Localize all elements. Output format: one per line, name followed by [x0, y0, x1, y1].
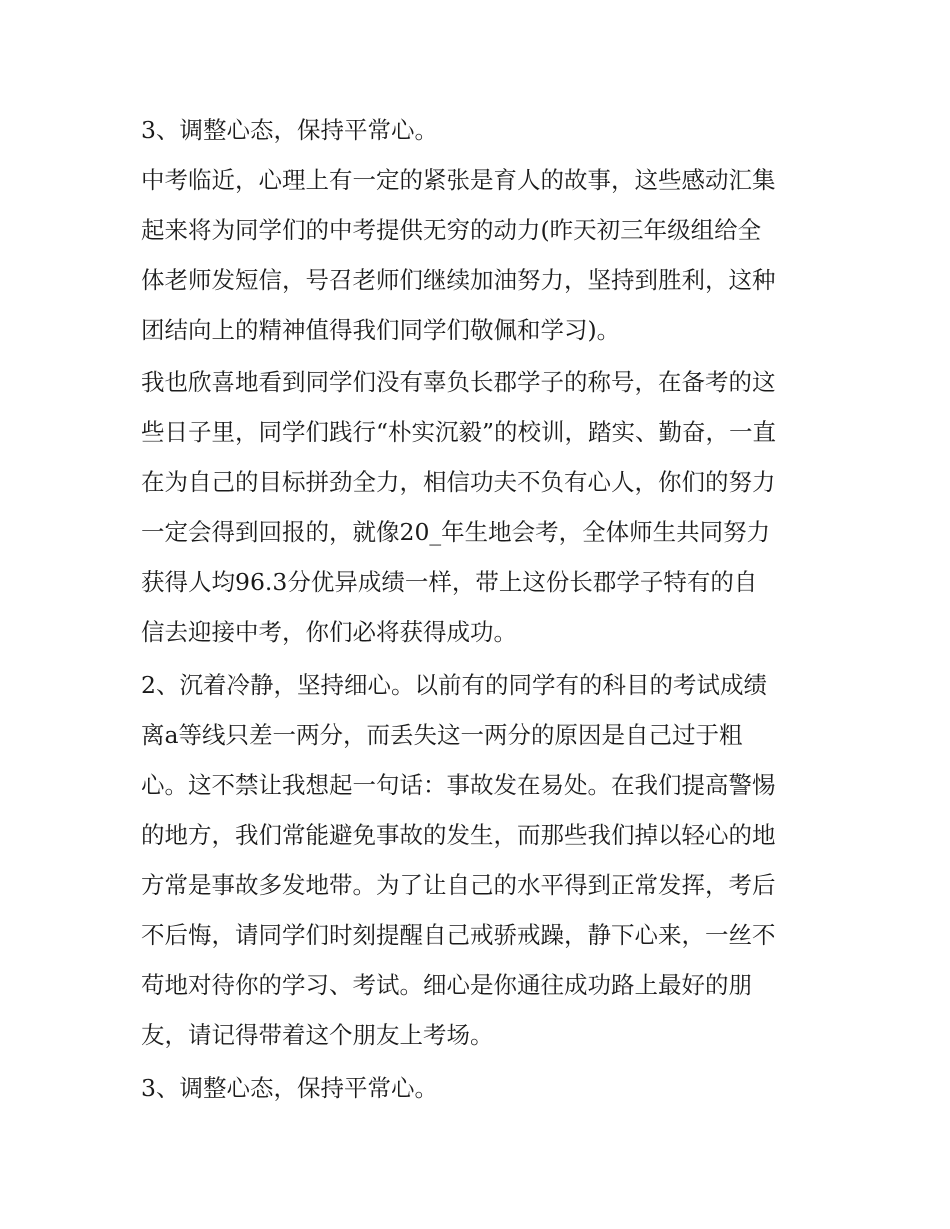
paragraph-line: 体老师发短信，号召老师们继续加油努力，坚持到胜利，这种	[141, 266, 776, 294]
paragraph-line: 一定会得到回报的，就像20_年生地会考，全体师生共同努力	[141, 518, 771, 546]
paragraph-line: 离a等线只差一两分，而丢失这一两分的原因是自己过于粗	[141, 721, 743, 749]
paragraph-line: 些日子里，同学们践行“朴实沉毅”的校训，踏实、勤奋，一直	[141, 418, 777, 446]
paragraph-line: 2、沉着冷静，坚持细心。以前有的同学有的科目的考试成绩	[141, 671, 767, 699]
paragraph-line: 中考临近，心理上有一定的紧张是育人的故事，这些感动汇集	[141, 166, 776, 194]
paragraph-line: 我也欣喜地看到同学们没有辜负长郡学子的称号，在备考的这	[141, 368, 776, 396]
paragraph-line: 心。这不禁让我想起一句话：事故发在易处。在我们提高警惕	[141, 771, 776, 799]
paragraph-line: 信去迎接中考，你们必将获得成功。	[141, 618, 517, 646]
paragraph-line: 获得人均96.3分优异成绩一样，带上这份长郡学子特有的自	[141, 568, 758, 596]
paragraph-line: 在为自己的目标拼劲全力，相信功夫不负有心人，你们的努力	[141, 468, 776, 496]
paragraph-line: 方常是事故多发地带。为了让自己的水平得到正常发挥，考后	[141, 871, 776, 899]
paragraph-line: 苟地对待你的学习、考试。细心是你通往成功路上最好的朋	[141, 971, 752, 999]
paragraph-line: 不后悔，请同学们时刻提醒自己戒骄戒躁，静下心来，一丝不	[141, 921, 776, 949]
heading-line: 3、调整心态，保持平常心。	[141, 1074, 438, 1102]
paragraph-line: 友，请记得带着这个朋友上考场。	[141, 1021, 494, 1049]
paragraph-line: 起来将为同学们的中考提供无穷的动力(昨天初三年级组给全	[141, 216, 762, 244]
paragraph-line: 的地方，我们常能避免事故的发生，而那些我们掉以轻心的地	[141, 821, 776, 849]
heading-line: 3、调整心态，保持平常心。	[141, 116, 438, 144]
paragraph-line: 团结向上的精神值得我们同学们敬佩和学习)。	[141, 316, 621, 344]
